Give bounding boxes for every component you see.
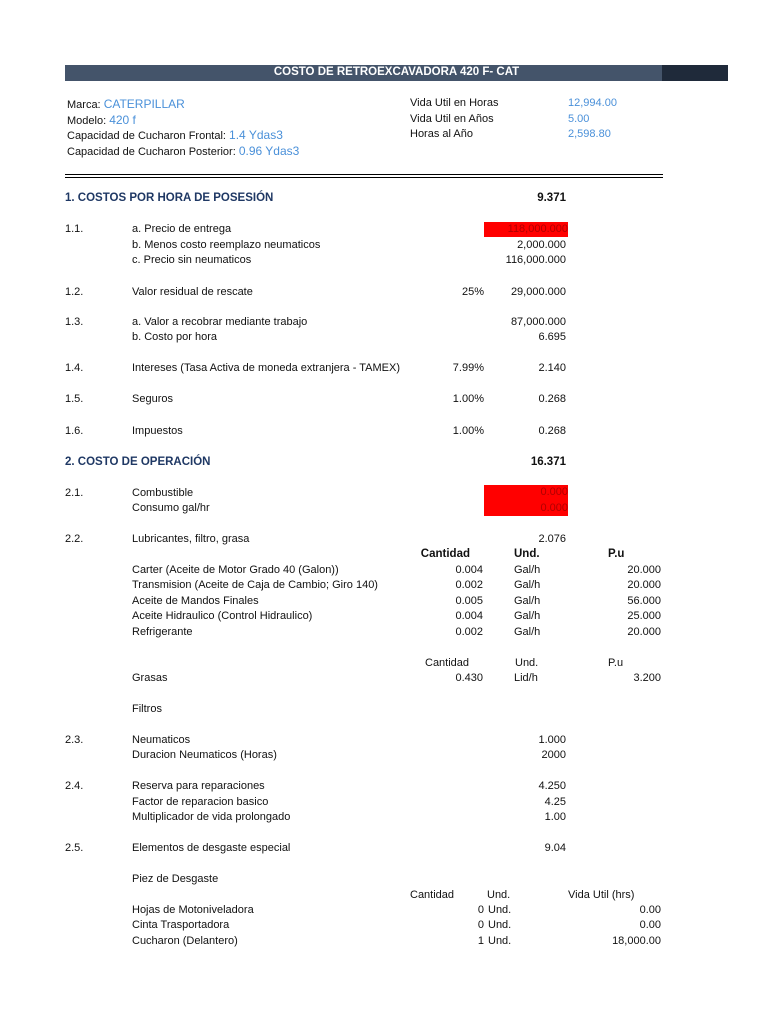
vida-horas-label: Vida Util en Horas — [410, 97, 499, 109]
row-value: 87,000.000 — [510, 316, 566, 328]
row-pct: 25% — [461, 286, 484, 298]
row-num: 2.3. — [65, 734, 84, 746]
modelo-row: Modelo: 420 f — [67, 113, 136, 127]
table-row-cant: 0.004 — [455, 564, 483, 576]
table-row-name: Hojas de Motoniveladora — [132, 904, 254, 916]
table-row-und: Gal/h — [514, 610, 541, 622]
table-row-und: Gal/h — [514, 579, 541, 591]
row-label: Factor de reparacion basico — [132, 796, 269, 808]
row-pct: 1.00% — [452, 393, 484, 405]
table-row-vida: 0.00 — [639, 904, 661, 916]
page-title: COSTO DE RETROEXCAVADORA 420 F- CAT — [273, 66, 520, 78]
cuch-front-value: 1.4 Ydas3 — [229, 128, 283, 142]
row-num: 1.4. — [65, 362, 84, 374]
table-row-cant: 1 — [477, 935, 484, 947]
row-label: Combustible — [132, 487, 194, 499]
row-label: a. Precio de entrega — [132, 223, 232, 235]
vida-anos-value: 5.00 — [568, 113, 590, 125]
grasas-cant: 0.430 — [455, 672, 483, 684]
row-num: 2.4. — [65, 780, 84, 792]
row-label: Reserva para reparaciones — [132, 780, 265, 792]
desgaste-header-und: Und. — [487, 889, 511, 901]
precio-entrega-value: 118,000.000 — [484, 222, 568, 237]
section2-total: 16.371 — [530, 456, 566, 468]
row-pct: 1.00% — [452, 425, 484, 437]
row-value: 0.268 — [538, 393, 566, 405]
row-value: 29,000.000 — [510, 286, 566, 298]
row-num: 1.1. — [65, 223, 84, 235]
table-row-pu: 20.000 — [627, 579, 661, 591]
row-label: b. Costo por hora — [132, 331, 217, 343]
grasas-header-und: Und. — [515, 657, 539, 669]
col-header-und: Und. — [514, 548, 540, 560]
table-row-und: Und. — [488, 919, 512, 931]
table-row-name: Transmision (Aceite de Caja de Cambio; Giro 140) — [132, 579, 378, 591]
row-value: 6.695 — [538, 331, 566, 343]
modelo-value: 420 f — [109, 113, 136, 127]
row-value: 4.250 — [538, 780, 566, 792]
table-row-vida: 18,000.00 — [612, 935, 661, 947]
horas-ano-value: 2,598.80 — [568, 128, 611, 140]
table-row-name: Aceite Hidraulico (Control Hidraulico) — [132, 610, 313, 622]
table-row-cant: 0 — [477, 904, 484, 916]
table-row-und: Und. — [488, 935, 512, 947]
row-value: 4.25 — [544, 796, 566, 808]
table-row-und: Und. — [488, 904, 512, 916]
col-header-cantidad: Cantidad — [420, 548, 470, 560]
divider-top — [65, 174, 663, 175]
row-label: Valor residual de rescate — [132, 286, 253, 298]
marca-row: Marca: CATERPILLAR — [67, 97, 185, 111]
vida-anos-label: Vida Util en Años — [410, 113, 494, 125]
table-row-cant: 0 — [477, 919, 484, 931]
row-label: Impuestos — [132, 425, 183, 437]
table-row-name: Aceite de Mandos Finales — [132, 595, 259, 607]
row-label: Seguros — [132, 393, 173, 405]
table-row-cant: 0.004 — [455, 610, 483, 622]
cuch-post-value: 0.96 Ydas3 — [238, 144, 300, 158]
grasas-header-cantidad: Cantidad — [425, 657, 470, 669]
row-label: Duracion Neumaticos (Horas) — [132, 749, 277, 761]
combustible-value: 0.000 — [484, 485, 568, 500]
row-label: a. Valor a recobrar mediante trabajo — [132, 316, 308, 328]
vida-horas-value: 12,994.00 — [568, 97, 617, 109]
row-value: 2.140 — [538, 362, 566, 374]
table-row-pu: 20.000 — [627, 564, 661, 576]
row-pct: 7.99% — [452, 362, 484, 374]
row-value: 9.04 — [544, 842, 566, 854]
table-row-name: Cinta Trasportadora — [132, 919, 230, 931]
row-value: 2.076 — [538, 533, 566, 545]
grasas-header-pu: P.u — [608, 657, 624, 669]
row-value: 2000 — [541, 749, 566, 761]
consumo-value: 0.000 — [484, 500, 568, 516]
row-num: 1.6. — [65, 425, 84, 437]
horas-ano-label: Horas al Año — [410, 128, 473, 140]
row-num: 2.1. — [65, 487, 84, 499]
section2-title: 2. COSTO DE OPERACIÓN — [65, 456, 211, 468]
table-row-vida: 0.00 — [639, 919, 661, 931]
row-num: 1.3. — [65, 316, 84, 328]
filtros-label: Filtros — [132, 703, 162, 715]
col-header-pu: P.u — [608, 548, 625, 560]
table-row-pu: 25.000 — [627, 610, 661, 622]
table-row-und: Gal/h — [514, 564, 541, 576]
row-value: 0.268 — [538, 425, 566, 437]
row-label: Multiplicador de vida prolongado — [132, 811, 291, 823]
table-row-und: Gal/h — [514, 595, 541, 607]
row-value: 2,000.000 — [517, 239, 566, 251]
row-num: 2.5. — [65, 842, 84, 854]
row-label: c. Precio sin neumaticos — [132, 254, 252, 266]
table-row-name: Cucharon (Delantero) — [132, 935, 238, 947]
desgaste-header-vida: Vida Util (hrs) — [568, 889, 635, 901]
desgaste-header-cantidad: Cantidad — [410, 889, 455, 901]
grasas-label: Grasas — [132, 672, 168, 684]
row-label: Intereses (Tasa Activa de moneda extranjera - TAMEX) — [132, 362, 400, 374]
title-bar — [65, 65, 728, 81]
table-row-cant: 0.002 — [455, 626, 483, 638]
table-row-name: Carter (Aceite de Motor Grado 40 (Galon)) — [132, 564, 339, 576]
cuch-front-row: Capacidad de Cucharon Frontal: 1.4 Ydas3 — [67, 128, 283, 142]
row-label: Consumo gal/hr — [132, 502, 210, 514]
section1-total: 9.371 — [537, 192, 566, 204]
table-row-pu: 56.000 — [627, 595, 661, 607]
grasas-pu: 3.200 — [633, 672, 661, 684]
row-label: Elementos de desgaste especial — [132, 842, 291, 854]
row-label: Lubricantes, filtro, grasa — [132, 533, 250, 545]
table-row-cant: 0.005 — [455, 595, 483, 607]
row-value: 116,000.000 — [505, 254, 566, 266]
table-row-cant: 0.002 — [455, 579, 483, 591]
row-label: Neumaticos — [132, 734, 191, 746]
table-row-name: Refrigerante — [132, 626, 193, 638]
piez-label: Piez de Desgaste — [132, 873, 219, 885]
marca-value: CATERPILLAR — [103, 97, 185, 111]
table-row-und: Gal/h — [514, 626, 541, 638]
row-num: 2.2. — [65, 533, 84, 545]
row-value: 1.00 — [544, 811, 566, 823]
cuch-post-row: Capacidad de Cucharon Posterior: 0.96 Ydas3 — [67, 144, 300, 158]
section1-title: 1. COSTOS POR HORA DE POSESIÓN — [65, 192, 274, 204]
table-row-pu: 20.000 — [627, 626, 661, 638]
row-num: 1.5. — [65, 393, 84, 405]
grasas-und: Lid/h — [514, 672, 538, 684]
row-value: 1.000 — [538, 734, 566, 746]
row-num: 1.2. — [65, 286, 84, 298]
row-label: b. Menos costo reemplazo neumaticos — [132, 239, 321, 251]
divider-bottom — [65, 177, 663, 178]
